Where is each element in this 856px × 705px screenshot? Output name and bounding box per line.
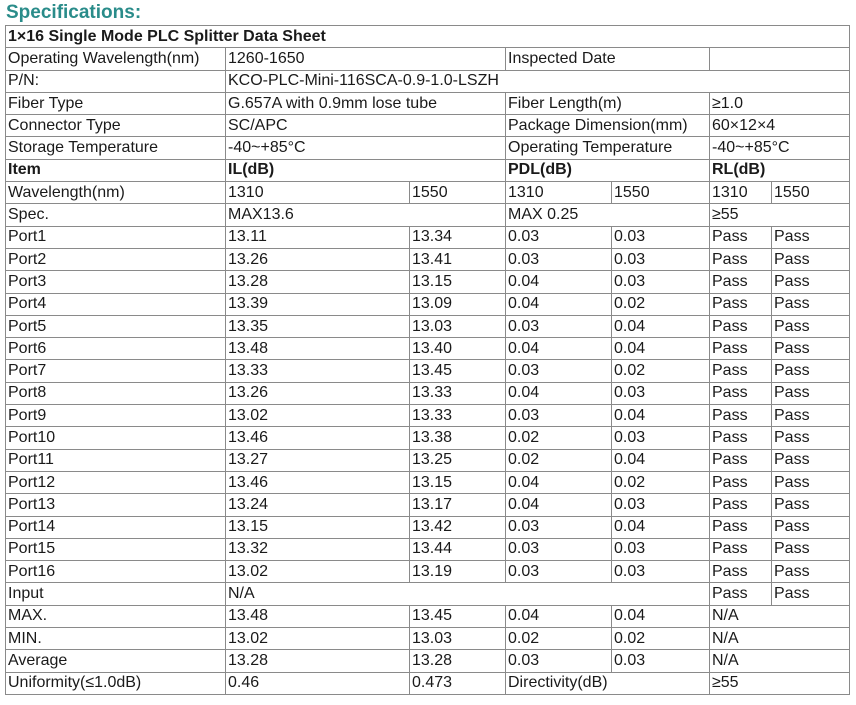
port-name: Port13 — [6, 494, 226, 516]
pdl-1550-value: 0.04 — [612, 605, 710, 627]
port-name: Port8 — [6, 382, 226, 404]
rl-1550-value: Pass — [772, 449, 850, 471]
info-row — [6, 92, 850, 114]
port-name: Port12 — [6, 471, 226, 493]
rl-1310-value: Pass — [710, 516, 772, 538]
pdl-1310-value: 0.04 — [506, 494, 612, 516]
pn-label: P/N: — [6, 70, 226, 92]
uniformity-1310-value: 0.46 — [226, 672, 410, 694]
pdl-1550-value: 0.04 — [612, 516, 710, 538]
table-row — [6, 516, 850, 538]
port-name: Port2 — [6, 248, 226, 270]
il-1550-value: 13.33 — [410, 405, 506, 427]
rl-1550-value: Pass — [772, 471, 850, 493]
op-wavelength-value: 1260-1650 — [226, 48, 506, 70]
pdl-1310-value: 0.04 — [506, 271, 612, 293]
rl-1310-value: Pass — [710, 248, 772, 270]
rl-1550-value: Pass — [772, 494, 850, 516]
storage-temp-value: -40~+85°C — [226, 137, 506, 159]
rl-1310-value: Pass — [710, 382, 772, 404]
pdl-1550-value: 0.04 — [612, 405, 710, 427]
il-1550-value: 13.33 — [410, 382, 506, 404]
input-rl-1310-value: Pass — [710, 583, 772, 605]
il-1550-value: 13.17 — [410, 494, 506, 516]
il-1310-value: 13.35 — [226, 315, 410, 337]
pdl-1310-value: 0.03 — [506, 516, 612, 538]
pdl-1310-value: 0.03 — [506, 248, 612, 270]
il-header: IL(dB) — [226, 159, 506, 181]
il-1310-header: 1310 — [226, 182, 410, 204]
pdl-1310-value: 0.03 — [506, 226, 612, 248]
average-row — [6, 650, 850, 672]
il-1310-value: 13.39 — [226, 293, 410, 315]
pdl-1310-value: 0.03 — [506, 405, 612, 427]
pdl-1310-value: 0.04 — [506, 338, 612, 360]
info-row — [6, 115, 850, 137]
port-name: Port3 — [6, 271, 226, 293]
il-1550-value: 13.40 — [410, 338, 506, 360]
pdl-1310-value: 0.03 — [506, 561, 612, 583]
il-1550-header: 1550 — [410, 182, 506, 204]
rl-1310-value: Pass — [710, 360, 772, 382]
input-rl-1550-value: Pass — [772, 583, 850, 605]
rl-1310-value: Pass — [710, 315, 772, 337]
spec-il: MAX13.6 — [226, 204, 506, 226]
pdl-1310-value: 0.03 — [506, 360, 612, 382]
il-1310-value: 13.46 — [226, 427, 410, 449]
rl-1550-value: Pass — [772, 293, 850, 315]
port-name: Port16 — [6, 561, 226, 583]
table-row — [6, 382, 850, 404]
pdl-1310-value: 0.03 — [506, 650, 612, 672]
table-row — [6, 427, 850, 449]
rl-1310-value: Pass — [710, 405, 772, 427]
rl-1310-value: Pass — [710, 271, 772, 293]
spec-label: Spec. — [6, 204, 226, 226]
spec-rl: ≥55 — [710, 204, 850, 226]
wavelength-row — [6, 182, 850, 204]
il-1310-value: 13.02 — [226, 628, 410, 650]
rl-1550-value: Pass — [772, 427, 850, 449]
il-1550-value: 13.25 — [410, 449, 506, 471]
info-row — [6, 70, 850, 92]
rl-1310-value: Pass — [710, 561, 772, 583]
header-row — [6, 159, 850, 181]
table-row — [6, 405, 850, 427]
pdl-1310-header: 1310 — [506, 182, 612, 204]
fiber-length-label: Fiber Length(m) — [506, 92, 710, 114]
port-name: Port10 — [6, 427, 226, 449]
il-1310-value: 13.26 — [226, 248, 410, 270]
rl-1550-value: Pass — [772, 561, 850, 583]
il-1310-value: 13.02 — [226, 405, 410, 427]
table-row — [6, 271, 850, 293]
spec-row — [6, 204, 850, 226]
op-wavelength-label: Operating Wavelength(nm) — [6, 48, 226, 70]
table-row — [6, 360, 850, 382]
input-row — [6, 583, 850, 605]
table-row — [6, 338, 850, 360]
rl-1310-value: Pass — [710, 471, 772, 493]
pdl-1550-value: 0.03 — [612, 248, 710, 270]
rl-1550-value: Pass — [772, 538, 850, 560]
table-row — [6, 226, 850, 248]
info-row — [6, 48, 850, 70]
pdl-1310-value: 0.04 — [506, 293, 612, 315]
fiber-type-label: Fiber Type — [6, 92, 226, 114]
il-1310-value: 13.15 — [226, 516, 410, 538]
rl-1550-value: Pass — [772, 405, 850, 427]
pdl-1310-value: 0.02 — [506, 449, 612, 471]
rl-1550-value: Pass — [772, 360, 850, 382]
pdl-1310-value: 0.04 — [506, 471, 612, 493]
port-name: Port7 — [6, 360, 226, 382]
max-row — [6, 605, 850, 627]
spec-table-body — [6, 26, 850, 695]
inspected-date-label: Inspected Date — [506, 48, 710, 70]
table-row — [6, 494, 850, 516]
input-il-value: N/A — [226, 583, 710, 605]
package-dimension-label: Package Dimension(mm) — [506, 115, 710, 137]
pdl-1550-value: 0.04 — [612, 315, 710, 337]
rl-1550-value: Pass — [772, 382, 850, 404]
pdl-1550-value: 0.03 — [612, 226, 710, 248]
table-row — [6, 449, 850, 471]
uniformity-label: Uniformity(≤1.0dB) — [6, 672, 226, 694]
min-label: MIN. — [6, 628, 226, 650]
il-1550-value: 13.44 — [410, 538, 506, 560]
rl-1550-value: Pass — [772, 226, 850, 248]
pdl-1550-value: 0.03 — [612, 561, 710, 583]
port-name: Port15 — [6, 538, 226, 560]
port-name: Port5 — [6, 315, 226, 337]
rl-header: RL(dB) — [710, 159, 850, 181]
pdl-1550-value: 0.03 — [612, 538, 710, 560]
il-1310-value: 13.48 — [226, 338, 410, 360]
pdl-1310-value: 0.02 — [506, 427, 612, 449]
il-1310-value: 13.11 — [226, 226, 410, 248]
operating-temp-label: Operating Temperature — [506, 137, 710, 159]
rl-1310-value: Pass — [710, 226, 772, 248]
il-1550-value: 13.15 — [410, 471, 506, 493]
table-row — [6, 471, 850, 493]
pdl-1550-value: 0.03 — [612, 271, 710, 293]
il-1310-value: 13.32 — [226, 538, 410, 560]
il-1550-value: 13.41 — [410, 248, 506, 270]
pdl-1310-value: 0.04 — [506, 382, 612, 404]
uniformity-1550-value: 0.473 — [410, 672, 506, 694]
spec-table — [5, 25, 850, 695]
il-1310-value: 13.28 — [226, 650, 410, 672]
pdl-1550-value: 0.03 — [612, 427, 710, 449]
pdl-1550-value: 0.04 — [612, 338, 710, 360]
directivity-label: Directivity(dB) — [506, 672, 710, 694]
rl-1310-value: Pass — [710, 293, 772, 315]
il-1550-value: 13.03 — [410, 628, 506, 650]
pdl-1310-value: 0.04 — [506, 605, 612, 627]
rl-value: N/A — [710, 605, 850, 627]
operating-temp-value: -40~+85°C — [710, 137, 850, 159]
package-dimension-value: 60×12×4 — [710, 115, 850, 137]
connector-type-value: SC/APC — [226, 115, 506, 137]
rl-1550-value: Pass — [772, 248, 850, 270]
connector-type-label: Connector Type — [6, 115, 226, 137]
rl-1310-value: Pass — [710, 338, 772, 360]
rl-1310-value: Pass — [710, 449, 772, 471]
uniformity-row — [6, 672, 850, 694]
il-1310-value: 13.27 — [226, 449, 410, 471]
average-label: Average — [6, 650, 226, 672]
il-1310-value: 13.33 — [226, 360, 410, 382]
il-1550-value: 13.42 — [410, 516, 506, 538]
port-name: Port14 — [6, 516, 226, 538]
table-row — [6, 293, 850, 315]
pdl-1550-value: 0.02 — [612, 628, 710, 650]
fiber-type-value: G.657A with 0.9mm lose tube — [226, 92, 506, 114]
wavelength-label: Wavelength(nm) — [6, 182, 226, 204]
rl-1550-header: 1550 — [772, 182, 850, 204]
il-1550-value: 13.19 — [410, 561, 506, 583]
port-name: Port1 — [6, 226, 226, 248]
pdl-1550-value: 0.04 — [612, 449, 710, 471]
rl-1550-value: Pass — [772, 271, 850, 293]
pdl-1550-value: 0.02 — [612, 471, 710, 493]
rl-value: N/A — [710, 650, 850, 672]
il-1310-value: 13.28 — [226, 271, 410, 293]
pdl-header: PDL(dB) — [506, 159, 710, 181]
directivity-value: ≥55 — [710, 672, 850, 694]
port-name: Port9 — [6, 405, 226, 427]
il-1550-value: 13.28 — [410, 650, 506, 672]
il-1550-value: 13.45 — [410, 360, 506, 382]
pdl-1550-value: 0.03 — [612, 494, 710, 516]
info-row — [6, 137, 850, 159]
rl-1550-value: Pass — [772, 315, 850, 337]
pdl-1550-value: 0.03 — [612, 650, 710, 672]
sheet-title: 1×16 Single Mode PLC Splitter Data Sheet — [6, 26, 850, 48]
spec-pdl: MAX 0.25 — [506, 204, 710, 226]
title-row — [6, 26, 850, 48]
rl-value: N/A — [710, 628, 850, 650]
storage-temp-label: Storage Temperature — [6, 137, 226, 159]
il-1310-value: 13.24 — [226, 494, 410, 516]
port-name: Port11 — [6, 449, 226, 471]
rl-1550-value: Pass — [772, 338, 850, 360]
rl-1310-value: Pass — [710, 494, 772, 516]
table-row — [6, 248, 850, 270]
pdl-1310-value: 0.03 — [506, 538, 612, 560]
max-label: MAX. — [6, 605, 226, 627]
pdl-1550-value: 0.03 — [612, 382, 710, 404]
il-1310-value: 13.48 — [226, 605, 410, 627]
section-heading: Specifications: — [6, 2, 142, 23]
il-1550-value: 13.03 — [410, 315, 506, 337]
input-label: Input — [6, 583, 226, 605]
il-1310-value: 13.02 — [226, 561, 410, 583]
il-1550-value: 13.45 — [410, 605, 506, 627]
il-1310-value: 13.26 — [226, 382, 410, 404]
min-row — [6, 628, 850, 650]
rl-1310-header: 1310 — [710, 182, 772, 204]
il-1310-value: 13.46 — [226, 471, 410, 493]
pdl-1550-value: 0.02 — [612, 360, 710, 382]
port-name: Port6 — [6, 338, 226, 360]
pdl-1550-value: 0.02 — [612, 293, 710, 315]
port-name: Port4 — [6, 293, 226, 315]
inspected-date-value — [710, 48, 850, 70]
il-1550-value: 13.38 — [410, 427, 506, 449]
rl-1550-value: Pass — [772, 516, 850, 538]
item-header: Item — [6, 159, 226, 181]
il-1550-value: 13.34 — [410, 226, 506, 248]
pdl-1310-value: 0.03 — [506, 315, 612, 337]
fiber-length-value: ≥1.0 — [710, 92, 850, 114]
il-1550-value: 13.15 — [410, 271, 506, 293]
pn-value: KCO-PLC-Mini-116SCA-0.9-1.0-LSZH — [226, 70, 850, 92]
rl-1310-value: Pass — [710, 427, 772, 449]
pdl-1550-header: 1550 — [612, 182, 710, 204]
rl-1310-value: Pass — [710, 538, 772, 560]
table-row — [6, 561, 850, 583]
il-1550-value: 13.09 — [410, 293, 506, 315]
pdl-1310-value: 0.02 — [506, 628, 612, 650]
table-row — [6, 315, 850, 337]
table-row — [6, 538, 850, 560]
